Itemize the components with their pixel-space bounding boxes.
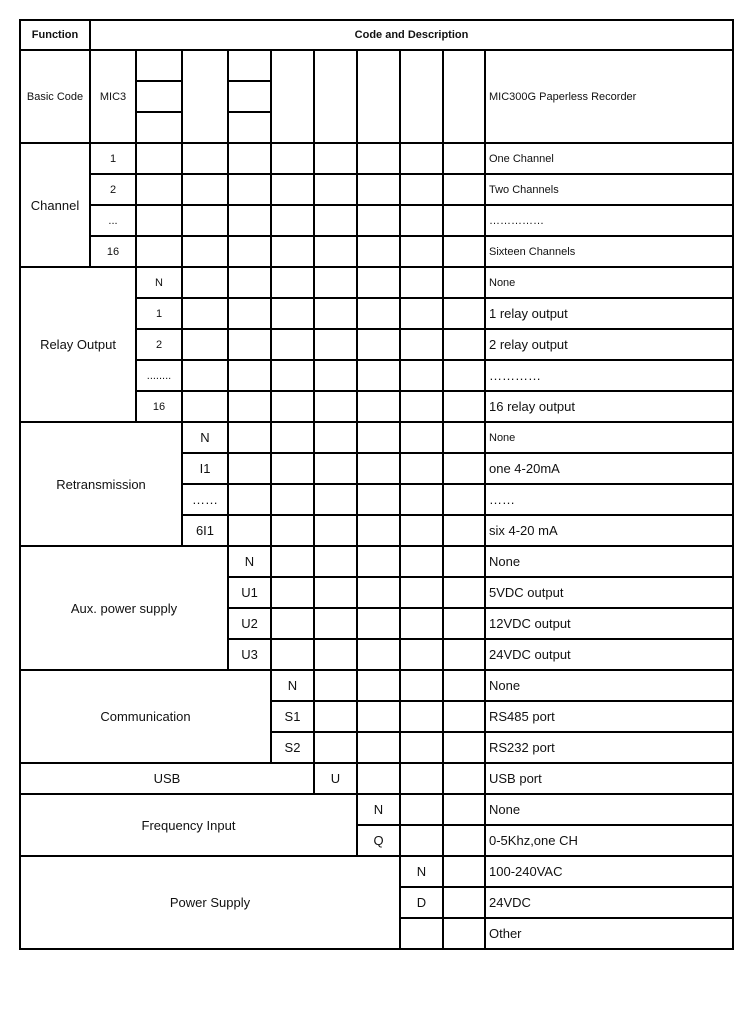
empty-cell	[357, 577, 400, 608]
function-label: Frequency Input	[20, 794, 357, 856]
empty-cell	[314, 298, 357, 329]
empty-cell	[228, 174, 271, 205]
empty-cell	[182, 174, 228, 205]
empty-cell	[443, 887, 485, 918]
description-cell: 2 relay output	[485, 329, 733, 360]
empty-cell	[400, 825, 443, 856]
empty-cell	[357, 298, 400, 329]
empty-cell	[314, 391, 357, 422]
empty-cell	[314, 515, 357, 546]
empty-cell	[314, 236, 357, 267]
empty-cell	[314, 732, 357, 763]
empty-cell	[228, 112, 271, 143]
empty-cell	[314, 453, 357, 484]
table-row	[20, 267, 733, 298]
empty-cell	[400, 701, 443, 732]
empty-cell	[271, 329, 314, 360]
empty-cell	[400, 360, 443, 391]
function-label: Retransmission	[20, 422, 182, 546]
empty-cell	[182, 267, 228, 298]
empty-cell	[443, 763, 485, 794]
empty-cell	[357, 143, 400, 174]
empty-cell	[182, 143, 228, 174]
code-cell: N	[271, 670, 314, 701]
code-cell: N	[228, 546, 271, 577]
function-label: USB	[20, 763, 314, 794]
empty-cell	[357, 639, 400, 670]
empty-cell	[400, 391, 443, 422]
code-cell: 2	[90, 174, 136, 205]
description-cell: ……………	[485, 205, 733, 236]
empty-cell	[271, 453, 314, 484]
basic-code-row	[20, 50, 733, 81]
empty-cell	[357, 205, 400, 236]
code-cell: 1	[90, 143, 136, 174]
code-cell: U	[314, 763, 357, 794]
empty-cell	[271, 236, 314, 267]
empty-cell	[443, 50, 485, 143]
empty-cell	[400, 329, 443, 360]
empty-cell	[314, 205, 357, 236]
empty-cell	[271, 298, 314, 329]
empty-cell	[443, 794, 485, 825]
code-cell: 16	[90, 236, 136, 267]
function-label: Channel	[20, 143, 90, 267]
description-cell: None	[485, 546, 733, 577]
empty-cell	[443, 360, 485, 391]
code-cell: U1	[228, 577, 271, 608]
empty-cell	[357, 174, 400, 205]
code-cell: I1	[182, 453, 228, 484]
empty-cell	[400, 453, 443, 484]
empty-cell	[136, 50, 182, 81]
table-row	[20, 763, 733, 794]
table-row	[20, 205, 733, 236]
empty-cell	[357, 453, 400, 484]
empty-cell	[271, 484, 314, 515]
empty-cell	[136, 81, 182, 112]
empty-cell	[228, 267, 271, 298]
empty-cell	[136, 236, 182, 267]
empty-cell	[400, 577, 443, 608]
description-cell: One Channel	[485, 143, 733, 174]
description-cell: RS485 port	[485, 701, 733, 732]
empty-cell	[228, 422, 271, 453]
empty-cell	[443, 143, 485, 174]
empty-cell	[271, 50, 314, 143]
table-row	[20, 143, 733, 174]
empty-cell	[228, 360, 271, 391]
empty-cell	[400, 143, 443, 174]
table-row	[20, 422, 733, 453]
empty-cell	[228, 143, 271, 174]
empty-cell	[400, 298, 443, 329]
empty-cell	[443, 174, 485, 205]
code-cell: U2	[228, 608, 271, 639]
empty-cell	[182, 236, 228, 267]
code-cell: S1	[271, 701, 314, 732]
empty-cell	[443, 205, 485, 236]
empty-cell	[228, 50, 271, 81]
description-cell: 12VDC output	[485, 608, 733, 639]
empty-cell	[357, 50, 400, 143]
description-cell: None	[485, 794, 733, 825]
empty-cell	[400, 639, 443, 670]
code-cell: N	[400, 856, 443, 887]
empty-cell	[357, 732, 400, 763]
empty-cell	[182, 205, 228, 236]
empty-cell	[443, 298, 485, 329]
empty-cell	[443, 918, 485, 949]
empty-cell	[443, 670, 485, 701]
model-code-table	[19, 19, 734, 950]
empty-cell	[271, 639, 314, 670]
function-label: Aux. power supply	[20, 546, 228, 670]
empty-cell	[400, 515, 443, 546]
empty-cell	[228, 236, 271, 267]
description-cell: six 4-20 mA	[485, 515, 733, 546]
empty-cell	[228, 515, 271, 546]
description-cell: None	[485, 267, 733, 298]
empty-cell	[314, 174, 357, 205]
table-row	[20, 856, 733, 887]
code-cell	[400, 918, 443, 949]
empty-cell	[228, 453, 271, 484]
empty-cell	[443, 391, 485, 422]
empty-cell	[314, 577, 357, 608]
empty-cell	[136, 112, 182, 143]
empty-cell	[357, 701, 400, 732]
basic-code-label: Basic Code	[20, 50, 90, 143]
empty-cell	[314, 546, 357, 577]
empty-cell	[314, 329, 357, 360]
code-cell: ……	[182, 484, 228, 515]
empty-cell	[443, 422, 485, 453]
empty-cell	[400, 422, 443, 453]
empty-cell	[271, 546, 314, 577]
description-cell: Sixteen Channels	[485, 236, 733, 267]
code-cell: 1	[136, 298, 182, 329]
empty-cell	[314, 267, 357, 298]
basic-code-description: MIC300G Paperless Recorder	[485, 50, 733, 143]
empty-cell	[357, 267, 400, 298]
empty-cell	[271, 267, 314, 298]
description-cell: 16 relay output	[485, 391, 733, 422]
empty-cell	[314, 639, 357, 670]
empty-cell	[443, 267, 485, 298]
code-cell: U3	[228, 639, 271, 670]
function-label: Communication	[20, 670, 271, 763]
code-cell: Q	[357, 825, 400, 856]
description-cell: USB port	[485, 763, 733, 794]
empty-cell	[182, 391, 228, 422]
empty-cell	[271, 174, 314, 205]
empty-cell	[443, 732, 485, 763]
empty-cell	[136, 205, 182, 236]
description-cell: …………	[485, 360, 733, 391]
empty-cell	[314, 670, 357, 701]
empty-cell	[400, 608, 443, 639]
empty-cell	[400, 763, 443, 794]
description-cell: 0-5Khz,one CH	[485, 825, 733, 856]
empty-cell	[443, 825, 485, 856]
empty-cell	[271, 205, 314, 236]
empty-cell	[271, 608, 314, 639]
table-row	[20, 794, 733, 825]
description-cell: Other	[485, 918, 733, 949]
empty-cell	[228, 298, 271, 329]
code-cell: N	[136, 267, 182, 298]
description-cell: Two Channels	[485, 174, 733, 205]
empty-cell	[400, 174, 443, 205]
empty-cell	[182, 329, 228, 360]
empty-cell	[443, 608, 485, 639]
table-row	[20, 546, 733, 577]
empty-cell	[400, 267, 443, 298]
empty-cell	[443, 639, 485, 670]
empty-cell	[400, 205, 443, 236]
description-cell: RS232 port	[485, 732, 733, 763]
empty-cell	[357, 484, 400, 515]
code-cell: N	[182, 422, 228, 453]
empty-cell	[182, 50, 228, 143]
code-cell: S2	[271, 732, 314, 763]
code-cell: ........	[136, 360, 182, 391]
empty-cell	[443, 577, 485, 608]
empty-cell	[314, 701, 357, 732]
empty-cell	[314, 50, 357, 143]
empty-cell	[400, 670, 443, 701]
empty-cell	[357, 546, 400, 577]
empty-cell	[228, 81, 271, 112]
description-cell: 100-240VAC	[485, 856, 733, 887]
empty-cell	[400, 794, 443, 825]
empty-cell	[357, 608, 400, 639]
description-cell: 1 relay output	[485, 298, 733, 329]
empty-cell	[357, 763, 400, 794]
empty-cell	[271, 577, 314, 608]
empty-cell	[443, 329, 485, 360]
empty-cell	[228, 329, 271, 360]
empty-cell	[271, 515, 314, 546]
empty-cell	[271, 391, 314, 422]
code-cell: 2	[136, 329, 182, 360]
code-cell: D	[400, 887, 443, 918]
empty-cell	[443, 515, 485, 546]
function-label: Power Supply	[20, 856, 400, 949]
empty-cell	[357, 236, 400, 267]
empty-cell	[357, 422, 400, 453]
empty-cell	[400, 484, 443, 515]
empty-cell	[314, 608, 357, 639]
empty-cell	[228, 205, 271, 236]
empty-cell	[357, 515, 400, 546]
header-row	[20, 20, 733, 50]
description-cell: 5VDC output	[485, 577, 733, 608]
empty-cell	[443, 856, 485, 887]
table-row	[20, 236, 733, 267]
empty-cell	[314, 143, 357, 174]
empty-cell	[357, 391, 400, 422]
empty-cell	[271, 143, 314, 174]
description-cell: ……	[485, 484, 733, 515]
empty-cell	[443, 484, 485, 515]
empty-cell	[400, 732, 443, 763]
code-cell: 6I1	[182, 515, 228, 546]
empty-cell	[443, 236, 485, 267]
empty-cell	[271, 360, 314, 391]
description-cell: 24VDC output	[485, 639, 733, 670]
empty-cell	[443, 546, 485, 577]
description-cell: None	[485, 422, 733, 453]
code-cell: N	[357, 794, 400, 825]
empty-cell	[136, 143, 182, 174]
empty-cell	[400, 50, 443, 143]
empty-cell	[228, 391, 271, 422]
empty-cell	[443, 701, 485, 732]
empty-cell	[228, 484, 271, 515]
empty-cell	[182, 360, 228, 391]
empty-cell	[357, 360, 400, 391]
empty-cell	[271, 422, 314, 453]
empty-cell	[136, 174, 182, 205]
empty-cell	[357, 329, 400, 360]
description-cell: 24VDC	[485, 887, 733, 918]
code-cell: ...	[90, 205, 136, 236]
empty-cell	[182, 298, 228, 329]
code-cell: 16	[136, 391, 182, 422]
empty-cell	[314, 360, 357, 391]
empty-cell	[400, 236, 443, 267]
empty-cell	[314, 422, 357, 453]
table-row	[20, 174, 733, 205]
header-code-description: Code and Description	[90, 20, 733, 50]
description-cell: one 4-20mA	[485, 453, 733, 484]
empty-cell	[400, 546, 443, 577]
table-row	[20, 670, 733, 701]
empty-cell	[443, 453, 485, 484]
function-label: Relay Output	[20, 267, 136, 422]
basic-code-value: MIC3	[90, 50, 136, 143]
empty-cell	[314, 484, 357, 515]
header-function: Function	[20, 20, 90, 50]
empty-cell	[357, 670, 400, 701]
description-cell: None	[485, 670, 733, 701]
